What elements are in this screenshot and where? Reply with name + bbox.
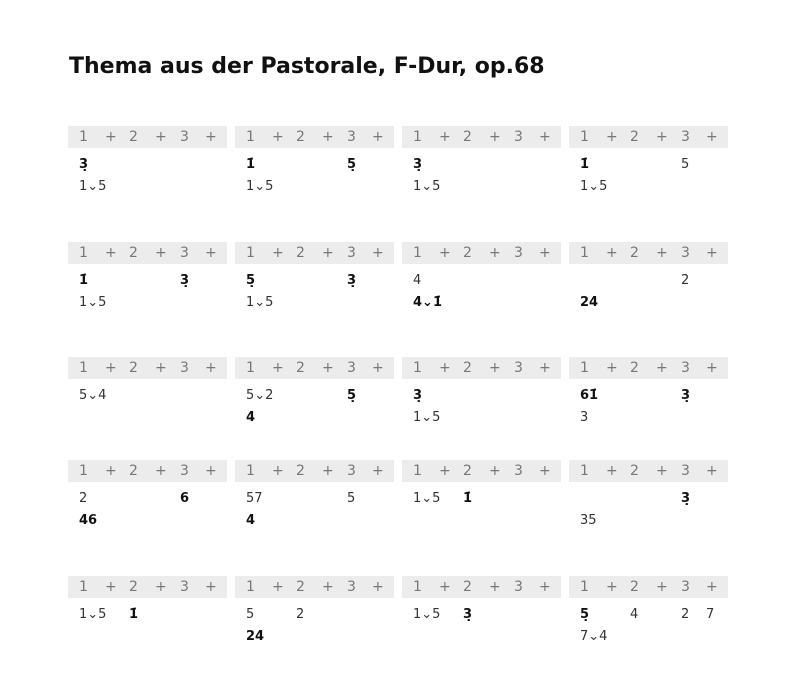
beat-label: 1: [79, 463, 88, 479]
beat-label: 1: [79, 579, 88, 595]
beat-label: 3: [347, 129, 356, 145]
beat-label: 3: [347, 360, 356, 376]
beat-label: +: [205, 245, 217, 261]
beat-label: 3: [180, 579, 189, 595]
measure: [402, 242, 561, 352]
note-cell: 4̇: [630, 607, 639, 622]
beat-header: [402, 576, 561, 598]
note-cell: 5: [246, 607, 255, 622]
beat-label: 1: [79, 245, 88, 261]
beat-label: 2: [296, 360, 305, 376]
beat-header: [235, 126, 394, 148]
note-cell: 4̇: [413, 273, 422, 288]
beat-label: +: [322, 579, 334, 595]
measure: [68, 357, 227, 467]
note-cell: 4⌄1̇: [413, 295, 442, 310]
beat-header: [402, 242, 561, 264]
note-cell: 2̇: [79, 491, 88, 506]
measure: [68, 576, 227, 686]
note-cell: 5: [681, 157, 690, 172]
note-cell: 5⌄4̇: [79, 388, 107, 403]
beat-header: [569, 460, 728, 482]
beat-label: 2: [296, 129, 305, 145]
note-cell: 3̣: [413, 157, 423, 172]
note-cell: 1̇: [129, 607, 139, 622]
note-cell: 4: [246, 513, 256, 528]
beat-label: 1: [413, 463, 422, 479]
beat-label: 3: [514, 360, 523, 376]
beat-label: +: [656, 245, 668, 261]
beat-label: 2: [630, 579, 639, 595]
beat-label: +: [489, 463, 501, 479]
beat-label: +: [439, 245, 451, 261]
beat-label: 2: [630, 463, 639, 479]
note-cell: 5: [347, 491, 356, 506]
beat-label: +: [539, 579, 551, 595]
note-cell: 6: [180, 491, 190, 506]
beat-label: 1: [79, 360, 88, 376]
beat-label: 3: [681, 245, 690, 261]
beat-label: +: [656, 463, 668, 479]
note-cell: 1⌄5: [246, 179, 274, 194]
beat-header: [68, 460, 227, 482]
beat-label: 3: [681, 360, 690, 376]
beat-label: +: [105, 463, 117, 479]
note-cell: 1⌄5: [79, 179, 107, 194]
beat-label: 3: [347, 245, 356, 261]
beat-label: +: [656, 129, 668, 145]
measure: [68, 242, 227, 352]
beat-label: 3: [180, 245, 189, 261]
beat-label: +: [372, 245, 384, 261]
beat-label: +: [322, 463, 334, 479]
measure: [68, 460, 227, 570]
beat-label: +: [155, 129, 167, 145]
measure: [402, 126, 561, 236]
note-cell: 3̣: [347, 273, 357, 288]
beat-label: +: [272, 129, 284, 145]
beat-label: 1: [246, 360, 255, 376]
beat-label: 3: [681, 129, 690, 145]
beat-label: 1: [413, 245, 422, 261]
note-cell: 5̣: [347, 388, 357, 403]
note-cell: 24: [580, 295, 599, 310]
beat-label: +: [105, 245, 117, 261]
beat-label: +: [439, 579, 451, 595]
beat-label: 2: [463, 129, 472, 145]
note-cell: 4: [246, 410, 256, 425]
note-cell: 61̇: [580, 388, 599, 403]
measure: [68, 126, 227, 236]
note-cell: 7⌄4̇: [580, 629, 608, 644]
beat-label: +: [322, 129, 334, 145]
beat-header: [402, 460, 561, 482]
note-cell: 5̣: [246, 273, 256, 288]
beat-label: +: [439, 129, 451, 145]
beat-label: +: [272, 579, 284, 595]
beat-label: 2: [129, 463, 138, 479]
beat-label: 2: [463, 360, 472, 376]
beat-label: +: [272, 245, 284, 261]
note-cell: 35: [580, 513, 597, 528]
beat-label: 2: [630, 360, 639, 376]
note-cell: 3̣: [681, 491, 691, 506]
beat-label: 3: [180, 463, 189, 479]
measure: [402, 460, 561, 570]
note-cell: 57: [246, 491, 263, 506]
beat-label: +: [372, 360, 384, 376]
measure: [402, 357, 561, 467]
note-cell: 2̇: [681, 273, 690, 288]
beat-label: 2: [463, 579, 472, 595]
beat-label: 3: [514, 129, 523, 145]
beat-label: 2: [463, 463, 472, 479]
beat-label: +: [489, 129, 501, 145]
beat-label: +: [606, 579, 618, 595]
note-cell: 1⌄5: [79, 295, 107, 310]
note-cell: 1⌄5: [580, 179, 608, 194]
note-cell: 1⌄5: [413, 410, 441, 425]
note-cell: 5̣: [580, 607, 590, 622]
beat-label: +: [706, 579, 718, 595]
beat-label: +: [155, 245, 167, 261]
beat-label: 3: [681, 579, 690, 595]
beat-label: +: [706, 463, 718, 479]
beat-label: +: [205, 463, 217, 479]
note-cell: 3̣: [180, 273, 190, 288]
note-cell: 1̇: [246, 157, 256, 172]
page-title: Thema aus der Pastorale, F-Dur, op.68: [69, 54, 545, 79]
beat-label: +: [205, 360, 217, 376]
note-cell: 1̇: [580, 157, 590, 172]
beat-label: +: [489, 360, 501, 376]
note-cell: 46: [79, 513, 98, 528]
note-cell: 3: [580, 410, 589, 425]
beat-label: 1: [580, 129, 589, 145]
measure: [569, 576, 728, 686]
beat-header: [569, 576, 728, 598]
beat-label: +: [539, 245, 551, 261]
note-cell: 1⌄5: [413, 179, 441, 194]
beat-label: 3: [347, 463, 356, 479]
beat-label: +: [489, 245, 501, 261]
beat-label: +: [656, 360, 668, 376]
note-cell: 1̇: [463, 491, 473, 506]
beat-label: +: [322, 245, 334, 261]
beat-header: [68, 357, 227, 379]
note-cell: 2̇: [681, 607, 690, 622]
beat-label: 3: [180, 360, 189, 376]
beat-label: +: [439, 360, 451, 376]
beat-header: [569, 242, 728, 264]
measure: [235, 460, 394, 570]
note-cell: 7: [706, 607, 715, 622]
beat-label: +: [606, 245, 618, 261]
beat-label: +: [105, 360, 117, 376]
measure: [402, 576, 561, 686]
beat-label: 1: [413, 129, 422, 145]
beat-label: 2: [129, 360, 138, 376]
beat-label: +: [539, 360, 551, 376]
note-cell: 1⌄5: [79, 607, 107, 622]
beat-label: 3: [180, 129, 189, 145]
beat-header: [68, 242, 227, 264]
beat-label: +: [322, 360, 334, 376]
note-cell: 1̇: [79, 273, 89, 288]
beat-label: 1: [246, 129, 255, 145]
beat-label: 1: [413, 579, 422, 595]
beat-header: [68, 576, 227, 598]
beat-header: [235, 242, 394, 264]
beat-header: [569, 357, 728, 379]
measure: [235, 242, 394, 352]
beat-label: 2: [296, 579, 305, 595]
beat-label: +: [606, 360, 618, 376]
beat-label: +: [105, 129, 117, 145]
note-cell: 24: [246, 629, 265, 644]
beat-label: +: [272, 360, 284, 376]
beat-label: 2: [630, 129, 639, 145]
beat-label: 1: [246, 579, 255, 595]
beat-header: [402, 126, 561, 148]
note-cell: 3̣: [413, 388, 423, 403]
beat-header: [402, 357, 561, 379]
beat-label: +: [539, 129, 551, 145]
note-cell: 3̣: [79, 157, 89, 172]
beat-label: +: [706, 360, 718, 376]
measure: [235, 357, 394, 467]
beat-label: +: [706, 129, 718, 145]
beat-header: [235, 576, 394, 598]
beat-label: 3: [514, 463, 523, 479]
beat-label: +: [606, 129, 618, 145]
beat-header: [68, 126, 227, 148]
beat-label: +: [489, 579, 501, 595]
beat-label: 2: [129, 245, 138, 261]
beat-label: +: [656, 579, 668, 595]
beat-label: +: [706, 245, 718, 261]
beat-label: +: [372, 463, 384, 479]
beat-label: +: [439, 463, 451, 479]
beat-label: 1: [580, 463, 589, 479]
beat-label: 3: [514, 245, 523, 261]
measure: [569, 357, 728, 467]
beat-label: 1: [79, 129, 88, 145]
beat-label: +: [606, 463, 618, 479]
beat-header: [235, 357, 394, 379]
beat-label: 3: [347, 579, 356, 595]
note-cell: 1⌄5: [246, 295, 274, 310]
measure: [569, 242, 728, 352]
beat-label: 3: [514, 579, 523, 595]
measure: [235, 576, 394, 686]
beat-label: 2: [129, 129, 138, 145]
beat-label: +: [272, 463, 284, 479]
beat-label: 3: [681, 463, 690, 479]
measure: [569, 460, 728, 570]
note-cell: 5⌄2̇: [246, 388, 274, 403]
measure: [569, 126, 728, 236]
beat-label: 2: [129, 579, 138, 595]
beat-label: 1: [580, 245, 589, 261]
beat-label: +: [539, 463, 551, 479]
note-cell: 2̇: [296, 607, 305, 622]
beat-label: +: [155, 360, 167, 376]
beat-header: [235, 460, 394, 482]
beat-label: +: [105, 579, 117, 595]
beat-label: +: [155, 579, 167, 595]
beat-label: +: [372, 579, 384, 595]
measure: [235, 126, 394, 236]
beat-label: +: [205, 129, 217, 145]
beat-label: +: [205, 579, 217, 595]
beat-label: +: [372, 129, 384, 145]
beat-label: 1: [246, 463, 255, 479]
note-cell: 5̣: [347, 157, 357, 172]
beat-label: +: [155, 463, 167, 479]
note-cell: 1⌄5: [413, 607, 441, 622]
beat-label: 1: [580, 360, 589, 376]
beat-label: 1: [413, 360, 422, 376]
beat-label: 2: [630, 245, 639, 261]
beat-label: 2: [296, 463, 305, 479]
beat-label: 1: [246, 245, 255, 261]
beat-label: 1: [580, 579, 589, 595]
beat-header: [569, 126, 728, 148]
note-cell: 3̣: [463, 607, 473, 622]
beat-label: 2: [296, 245, 305, 261]
beat-label: 2: [463, 245, 472, 261]
note-cell: 3̣: [681, 388, 691, 403]
note-cell: 1⌄5: [413, 491, 441, 506]
